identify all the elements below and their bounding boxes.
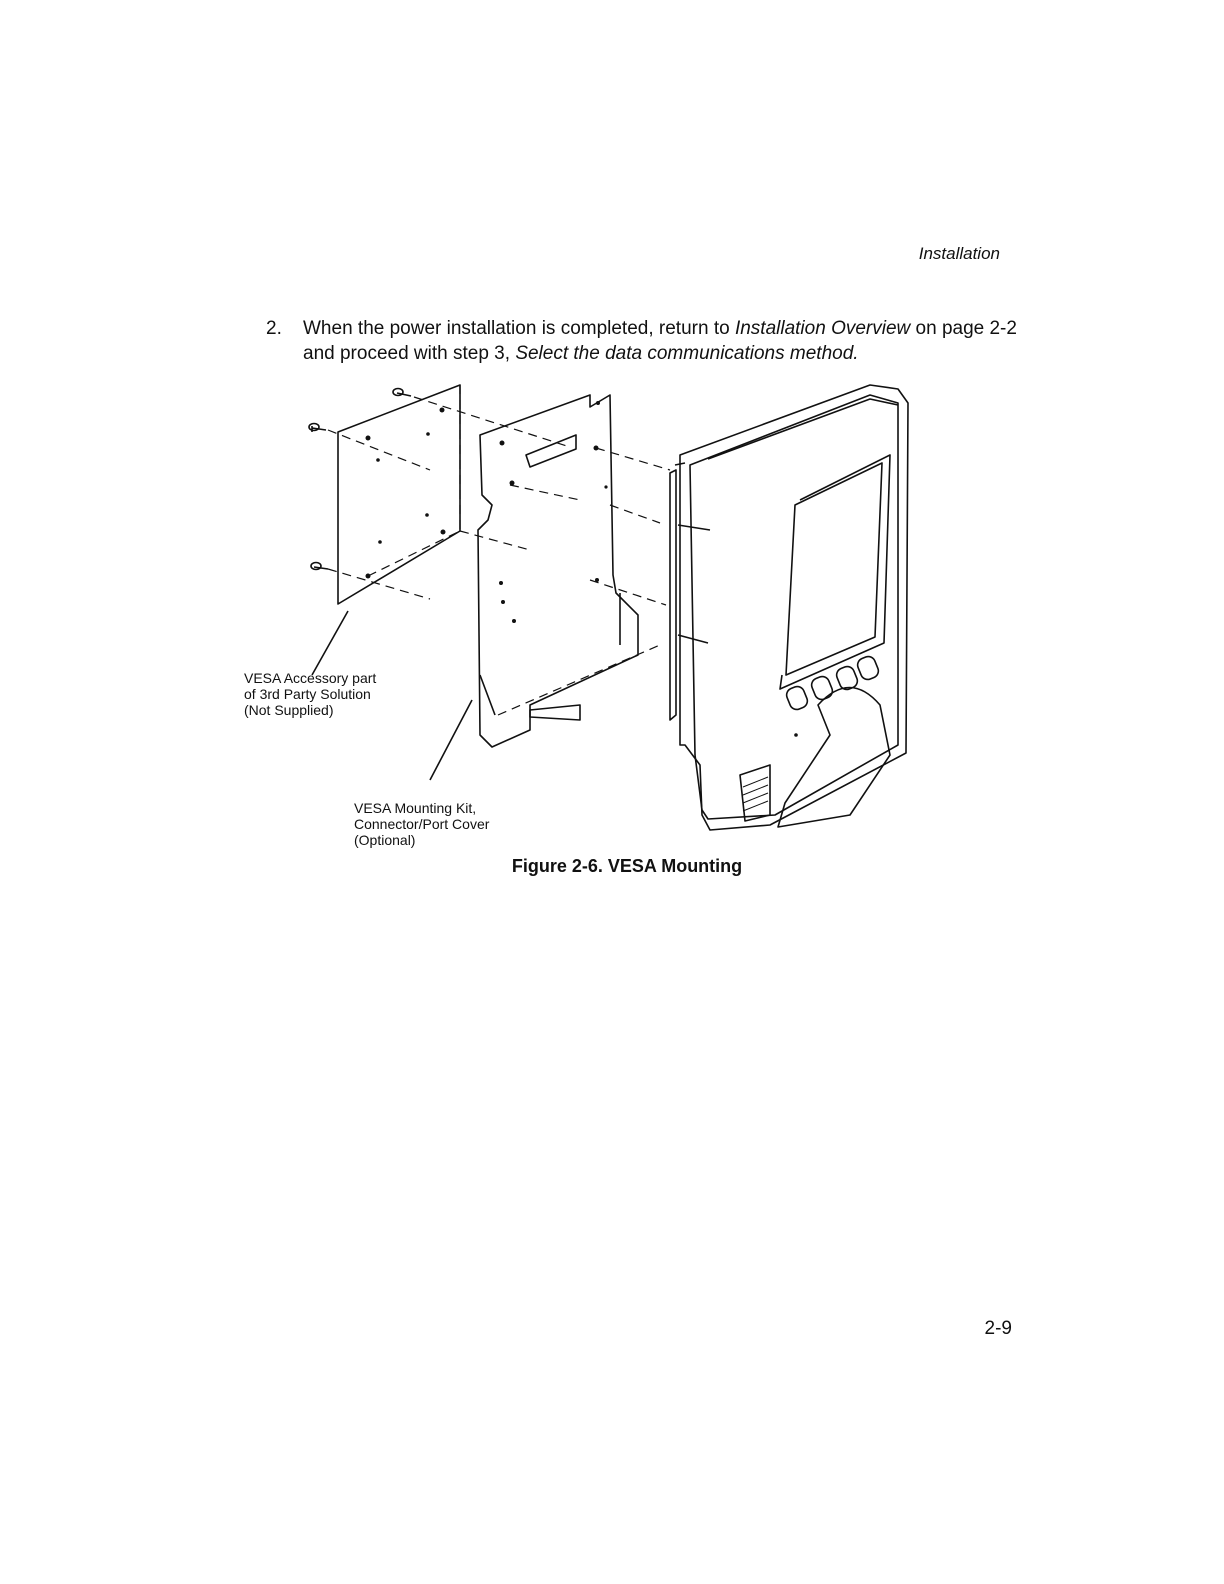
plate-holes xyxy=(366,408,446,579)
step-number: 2. xyxy=(266,318,282,339)
page-number: 2-9 xyxy=(984,1318,1012,1339)
select-data-comm-ref: Select the data communications method. xyxy=(515,343,859,364)
mounting-bracket xyxy=(478,395,638,747)
step-text: When the power installation is completed, return to Installation Overview on page 2-2 and proceed with step 3, Select the data communications method. xyxy=(303,318,1017,364)
display-unit xyxy=(670,385,908,830)
alignment-lines xyxy=(328,385,670,715)
display-screen xyxy=(786,463,882,675)
callout-vesa-mounting-kit: VESA Mounting Kit, Connector/Port Cover (Optional) xyxy=(354,800,490,848)
kit-leader xyxy=(430,700,472,780)
figure-caption: Figure 2-6. VESA Mounting xyxy=(511,856,743,876)
callout-vesa-accessory: VESA Accessory part of 3rd Party Solution (Not Supplied) xyxy=(244,670,377,718)
vesa-accessory-plate xyxy=(338,385,460,604)
installation-overview-ref: Installation Overview xyxy=(734,318,911,339)
vesa-mounting-figure xyxy=(230,375,930,845)
bracket-holes xyxy=(499,401,608,623)
front-buttons xyxy=(785,654,881,711)
step-2 xyxy=(266,316,1026,366)
running-header: Installation xyxy=(918,244,1000,263)
screws xyxy=(309,389,411,570)
accessory-leader xyxy=(312,611,348,675)
